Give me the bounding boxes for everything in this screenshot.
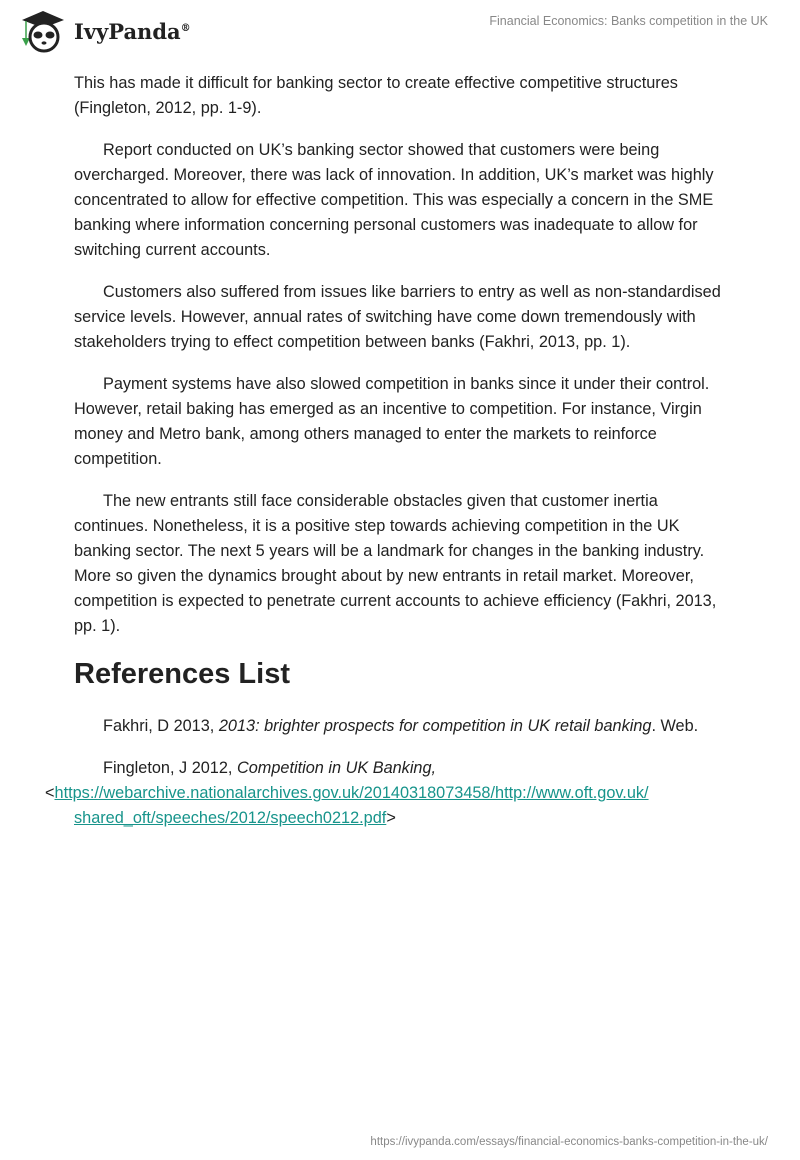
paragraph: This has made it difficult for banking sector to create effective competitive structures (Fingleton, 2012, pp. 1-9). xyxy=(74,74,678,117)
footer-url: https://ivypanda.com/essays/financial-economics-banks-competition-in-the-uk/ xyxy=(370,1136,768,1148)
document-title: Financial Economics: Banks competition in the UK xyxy=(489,14,768,28)
panda-graduate-icon xyxy=(18,8,68,54)
essay-body xyxy=(45,71,734,848)
reference-link[interactable]: https://webarchive.nationalarchives.gov.uk/20140318073458/http://www.oft.gov.uk/ shared_oft/speeches/2012/speech0212.pdf xyxy=(54,784,649,827)
paragraph: Customers also suffered from issues like barriers to entry as well as non-standardised service levels. However, annual rates of switching have come down tremendously with stakeholders trying to effect competition between banks (Fakhri, 2013, pp. 1). xyxy=(74,283,721,351)
references-heading: References List xyxy=(74,658,290,690)
reference-item: Fingleton, J 2012, Competition in UK Banking, <https://webarchive.nationalarchives.gov.uk/20140318073458/http://www.oft.gov.uk/ shared_oft/speeches/2012/speech0212.pdf> xyxy=(45,759,649,827)
ivypanda-logo[interactable] xyxy=(18,8,191,54)
paragraph: Payment systems have also slowed competition in banks since it under their control. However, retail baking has emerged as an incentive to competition. For instance, Virgin money and Metro bank, among others managed to enter the markets to reinforce competition. xyxy=(74,375,710,468)
logo-text: IvyPanda® xyxy=(74,18,191,44)
paragraph: Report conducted on UK’s banking sector showed that customers were being overcharged. Moreover, there was lack of innovation. In addition, UK’s market was highly concentrated to allow for effective competition. This was especially a concern in the SME banking where information concerning personal customers was inadequate to allow for switching current accounts. xyxy=(74,141,714,259)
reference-item: Fakhri, D 2013, 2013: brighter prospects for competition in UK retail banking. Web. xyxy=(103,717,699,735)
page-header xyxy=(0,0,800,60)
paragraph: The new entrants still face considerable obstacles given that customer inertia continues. Nonetheless, it is a positive step towards achieving competition in the UK banking sector. The next 5 years will be a landmark for changes in the banking industry. More so given the dynamics brought about by new entrants in retail market. Moreover, competition is expected to penetrate current accounts to achieve efficiency (Fakhri, 2013, pp. 1). xyxy=(74,492,717,635)
